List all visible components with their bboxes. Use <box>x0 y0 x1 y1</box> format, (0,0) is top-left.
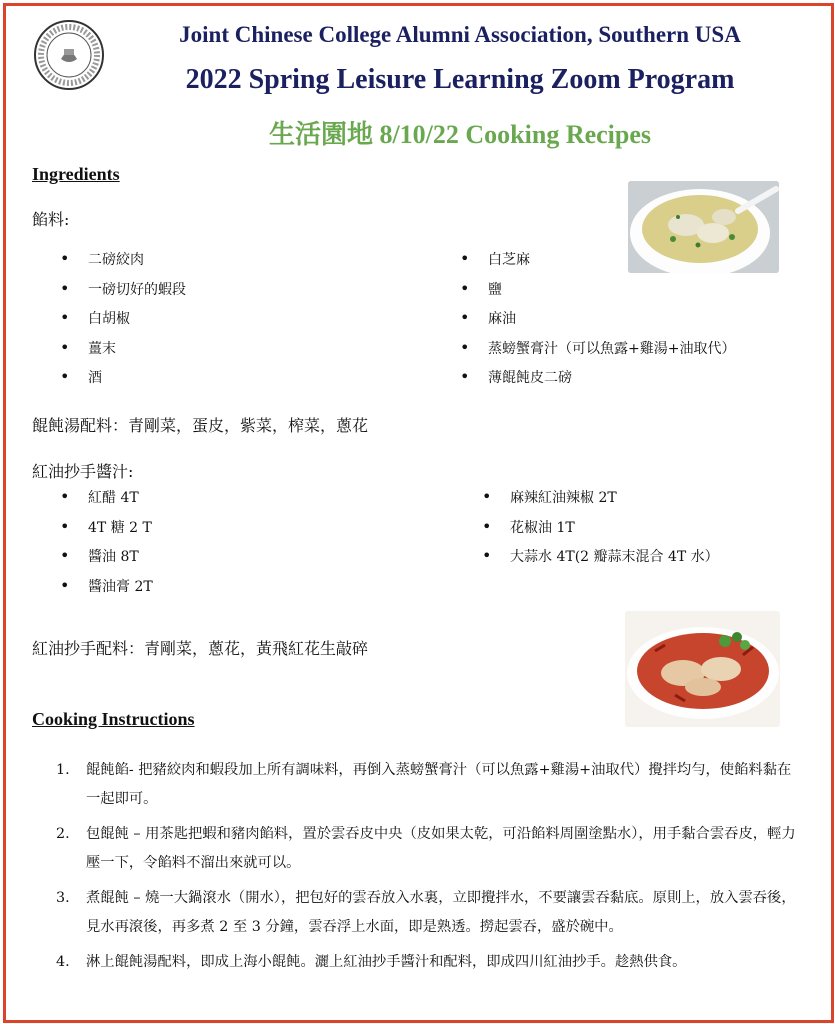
list-item: • 鹽 <box>460 281 735 311</box>
instruction-step: 3. 煮餛飩 – 燒一大鍋滾水（開水），把包好的雲吞放入水裏，立即攪拌水，不要讓雲吞黏底。原則上，放入雲吞後，見水再滾後，再多煮 2 至 3 分鐘，雲吞浮上水面，即是熟透。撈起雲吞，盛於碗中。 <box>56 890 796 935</box>
list-item: • 紅醋 4T <box>60 489 153 519</box>
program-title: 2022 Spring Leisure Learning Zoom Program <box>185 64 735 95</box>
instruction-step: 2. 包餛飩 – 用茶匙把蝦和豬肉餡料，置於雲吞皮中央（皮如果太乾，可沿餡料周圍塗點水），用手黏合雲吞皮，輕力壓一下，令餡料不溜出來就可以。 <box>56 826 796 871</box>
ingredients-heading: Ingredients <box>32 164 120 184</box>
instruction-step: 4. 淋上餛飩湯配料，即成上海小餛飩。灑上紅油抄手醬汁和配料，即成四川紅油抄手。趁熱供食。 <box>56 954 687 970</box>
instruction-step: 1. 餛飩餡- 把豬絞肉和蝦段加上所有調味料，再倒入蒸螃蟹膏汁（可以魚露+雞湯+油取代）攪拌均勻，使餡料黏在一起即可。 <box>56 762 792 807</box>
list-item: • 二磅絞肉 <box>60 251 186 281</box>
alumni-association-seal-logo <box>33 19 105 91</box>
list-item: • 薄餛飩皮二磅 <box>460 369 735 399</box>
sauce-list-right <box>482 489 719 578</box>
filling-list-left <box>60 251 186 399</box>
list-item: • 4T 糖 2 T <box>60 519 153 549</box>
list-item: • 一磅切好的蝦段 <box>60 281 186 311</box>
list-item: • 薑末 <box>60 340 186 370</box>
sauce-list-left <box>60 489 153 607</box>
list-item: • 蒸螃蟹膏汁（可以魚露+雞湯+油取代） <box>460 340 735 370</box>
chili-oil-garnish-line: 紅油抄手配料：青剛菜，蔥花，黃飛紅花生敲碎 <box>32 639 369 658</box>
list-item: • 白芝麻 <box>460 251 735 281</box>
sauce-label: 紅油抄手醬汁: <box>32 462 134 481</box>
recipe-subtitle: 生活園地 8/10/22 Cooking Recipes <box>268 120 652 149</box>
cooking-instructions-heading: Cooking Instructions <box>32 709 195 729</box>
instruction-steps <box>56 756 796 983</box>
list-item: • 白胡椒 <box>60 310 186 340</box>
chili-oil-wonton-photo <box>625 611 780 727</box>
list-item: • 花椒油 1T <box>482 519 719 549</box>
list-item: • 醬油膏 2T <box>60 578 153 608</box>
filling-list-right <box>460 251 735 399</box>
list-item: • 大蒜水 4T(2 瓣蒜末混合 4T 水） <box>482 548 719 578</box>
list-item: • 醬油 8T <box>60 548 153 578</box>
soup-garnish-line: 餛飩湯配料：青剛菜，蛋皮，紫菜，榨菜，蔥花 <box>32 416 369 435</box>
list-item: • 麻油 <box>460 310 735 340</box>
wonton-soup-photo <box>628 181 779 273</box>
list-item: • 麻辣紅油辣椒 2T <box>482 489 719 519</box>
list-item: • 酒 <box>60 369 186 399</box>
organization-title: Joint Chinese College Alumni Association, Southern USA <box>179 22 741 47</box>
filling-label: 餡料: <box>32 210 70 229</box>
